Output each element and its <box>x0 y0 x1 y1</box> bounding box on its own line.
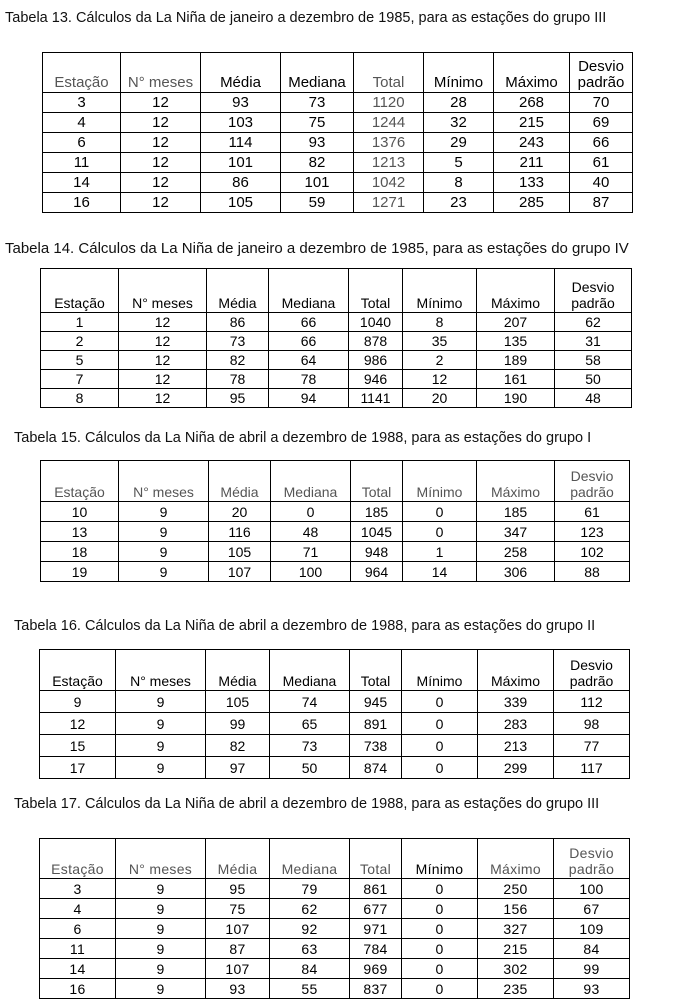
cell-estacao: 9 <box>40 691 116 713</box>
cell-mediana: 65 <box>270 713 350 735</box>
header-media: Média <box>201 53 281 93</box>
table-14-caption: Tabela 14. Cálculos da La Niña de janeiro a dezembro de 1985, para as estações do grupo IV <box>5 240 629 257</box>
cell-total: 971 <box>350 919 402 939</box>
table-body <box>40 691 630 779</box>
header-total: Total <box>354 53 424 93</box>
cell-media: 99 <box>206 713 270 735</box>
cell-total: 946 <box>349 370 403 389</box>
cell-mediana: 0 <box>271 502 351 522</box>
cell-mediana: 66 <box>269 313 349 332</box>
header-desvio-padrao <box>570 53 633 93</box>
cell-mediana: 84 <box>270 959 350 979</box>
cell-desvio-padrao: 69 <box>570 113 633 133</box>
cell-maximo: 306 <box>477 562 555 582</box>
cell-meses: 12 <box>121 153 201 173</box>
header-mediana: Mediana <box>269 269 349 313</box>
header-meses: N° meses <box>119 461 209 502</box>
cell-meses: 12 <box>121 193 201 213</box>
header-meses: N° meses <box>116 839 206 879</box>
cell-minimo: 0 <box>402 899 478 919</box>
cell-meses: 9 <box>119 542 209 562</box>
cell-total: 874 <box>350 757 402 779</box>
cell-total: 878 <box>349 332 403 351</box>
cell-maximo: 185 <box>477 502 555 522</box>
cell-minimo: 0 <box>402 879 478 899</box>
cell-maximo: 299 <box>478 757 554 779</box>
table-body <box>41 502 630 582</box>
cell-total: 1042 <box>354 173 424 193</box>
cell-media: 78 <box>207 370 269 389</box>
header-estacao: Estação <box>40 650 116 691</box>
cell-total: 1213 <box>354 153 424 173</box>
cell-desvio-padrao: 61 <box>570 153 633 173</box>
cell-media: 93 <box>206 979 270 999</box>
cell-media: 101 <box>201 153 281 173</box>
cell-media: 103 <box>201 113 281 133</box>
header-desvio-line2: padrão <box>577 74 625 91</box>
cell-media: 73 <box>207 332 269 351</box>
cell-estacao: 11 <box>43 153 121 173</box>
header-desvio-line2: padrão <box>568 861 615 877</box>
cell-mediana: 59 <box>281 193 354 213</box>
cell-desvio-padrao: 100 <box>554 879 630 899</box>
table-row <box>43 113 633 133</box>
table-row <box>41 522 630 542</box>
cell-mediana: 64 <box>269 351 349 370</box>
cell-total: 945 <box>350 691 402 713</box>
cell-meses: 12 <box>121 173 201 193</box>
cell-desvio-padrao: 109 <box>554 919 630 939</box>
cell-estacao: 19 <box>41 562 119 582</box>
cell-total: 891 <box>350 713 402 735</box>
cell-mediana: 66 <box>269 332 349 351</box>
cell-media: 82 <box>207 351 269 370</box>
table-14 <box>40 268 632 408</box>
header-mediana: Mediana <box>270 650 350 691</box>
cell-mediana: 78 <box>269 370 349 389</box>
cell-total: 964 <box>351 562 403 582</box>
cell-minimo: 0 <box>402 979 478 999</box>
cell-maximo: 268 <box>494 93 570 113</box>
table-17 <box>39 838 630 999</box>
header-desvio-line1: Desvio <box>570 468 614 484</box>
table-15-caption: Tabela 15. Cálculos da La Niña de abril a dezembro de 1988, para as estações do grupo I <box>14 430 592 446</box>
cell-desvio-padrao: 102 <box>555 542 630 562</box>
header-desvio-padrao <box>555 461 630 502</box>
cell-media: 97 <box>206 757 270 779</box>
cell-desvio-padrao: 84 <box>554 939 630 959</box>
cell-mediana: 75 <box>281 113 354 133</box>
header-desvio-padrao <box>555 269 632 313</box>
header-minimo: Mínimo <box>403 269 477 313</box>
cell-maximo: 243 <box>494 133 570 153</box>
table-16-caption: Tabela 16. Cálculos da La Niña de abril a dezembro de 1988, para as estações do grupo II <box>14 618 596 634</box>
cell-desvio-padrao: 66 <box>570 133 633 153</box>
table-17-caption: Tabela 17. Cálculos da La Niña de abril a dezembro de 1988, para as estações do grupo III <box>14 796 600 812</box>
table-row <box>41 562 630 582</box>
table-header-row <box>40 839 630 879</box>
header-total: Total <box>350 650 402 691</box>
table-row <box>43 133 633 153</box>
cell-meses: 12 <box>119 370 207 389</box>
header-desvio-line2: padrão <box>570 484 614 500</box>
cell-mediana: 73 <box>270 735 350 757</box>
header-media: Média <box>207 269 269 313</box>
cell-estacao: 11 <box>40 939 116 959</box>
cell-meses: 12 <box>119 351 207 370</box>
cell-estacao: 14 <box>40 959 116 979</box>
cell-desvio-padrao: 50 <box>555 370 632 389</box>
table-row <box>43 153 633 173</box>
cell-total: 969 <box>350 959 402 979</box>
cell-mediana: 63 <box>270 939 350 959</box>
cell-media: 105 <box>209 542 271 562</box>
cell-desvio-padrao: 99 <box>554 959 630 979</box>
table-row <box>41 370 632 389</box>
cell-media: 107 <box>209 562 271 582</box>
cell-meses: 9 <box>119 502 209 522</box>
cell-desvio-padrao: 98 <box>554 713 630 735</box>
cell-minimo: 14 <box>403 562 477 582</box>
cell-mediana: 50 <box>270 757 350 779</box>
cell-desvio-padrao: 61 <box>555 502 630 522</box>
header-meses: N° meses <box>121 53 201 93</box>
cell-mediana: 100 <box>271 562 351 582</box>
cell-estacao: 1 <box>41 313 119 332</box>
cell-maximo: 211 <box>494 153 570 173</box>
cell-media: 114 <box>201 133 281 153</box>
cell-maximo: 133 <box>494 173 570 193</box>
header-maximo: Máximo <box>478 839 554 879</box>
table-header-row <box>40 650 630 691</box>
table-16 <box>39 649 630 779</box>
cell-maximo: 283 <box>478 713 554 735</box>
cell-meses: 9 <box>119 562 209 582</box>
cell-meses: 12 <box>119 313 207 332</box>
table-row <box>40 757 630 779</box>
table-body <box>41 313 632 408</box>
cell-estacao: 6 <box>40 919 116 939</box>
cell-minimo: 5 <box>424 153 494 173</box>
table-row <box>43 93 633 113</box>
header-estacao: Estação <box>43 53 121 93</box>
cell-meses: 9 <box>116 979 206 999</box>
cell-total: 738 <box>350 735 402 757</box>
cell-maximo: 347 <box>477 522 555 542</box>
cell-minimo: 1 <box>403 542 477 562</box>
cell-total: 1045 <box>351 522 403 542</box>
cell-mediana: 93 <box>281 133 354 153</box>
cell-estacao: 2 <box>41 332 119 351</box>
header-desvio-line2: padrão <box>569 673 614 689</box>
cell-maximo: 327 <box>478 919 554 939</box>
cell-mediana: 82 <box>281 153 354 173</box>
cell-maximo: 215 <box>478 939 554 959</box>
cell-desvio-padrao: 31 <box>555 332 632 351</box>
cell-estacao: 3 <box>40 879 116 899</box>
cell-minimo: 23 <box>424 193 494 213</box>
cell-estacao: 12 <box>40 713 116 735</box>
cell-total: 1141 <box>349 389 403 408</box>
cell-total: 1376 <box>354 133 424 153</box>
table-header-row <box>41 269 632 313</box>
table-body <box>40 879 630 999</box>
cell-meses: 9 <box>116 959 206 979</box>
cell-meses: 12 <box>121 113 201 133</box>
cell-minimo: 0 <box>402 959 478 979</box>
cell-total: 1244 <box>354 113 424 133</box>
header-estacao: Estação <box>41 461 119 502</box>
cell-meses: 9 <box>116 919 206 939</box>
cell-media: 105 <box>206 691 270 713</box>
cell-maximo: 339 <box>478 691 554 713</box>
cell-meses: 9 <box>119 522 209 542</box>
header-minimo: Mínimo <box>402 650 478 691</box>
cell-desvio-padrao: 58 <box>555 351 632 370</box>
cell-meses: 12 <box>119 389 207 408</box>
header-mediana: Mediana <box>281 53 354 93</box>
cell-minimo: 32 <box>424 113 494 133</box>
cell-desvio-padrao: 88 <box>555 562 630 582</box>
cell-maximo: 285 <box>494 193 570 213</box>
table-13 <box>42 52 633 213</box>
cell-desvio-padrao: 70 <box>570 93 633 113</box>
cell-maximo: 207 <box>477 313 555 332</box>
cell-desvio-padrao: 123 <box>555 522 630 542</box>
header-desvio-line1: Desvio <box>570 657 613 673</box>
header-maximo: Máximo <box>478 650 554 691</box>
cell-minimo: 0 <box>402 691 478 713</box>
header-media: Média <box>206 839 270 879</box>
cell-maximo: 161 <box>477 370 555 389</box>
cell-desvio-padrao: 67 <box>554 899 630 919</box>
cell-meses: 9 <box>116 879 206 899</box>
header-maximo: Máximo <box>494 53 570 93</box>
table-row <box>40 919 630 939</box>
cell-media: 87 <box>206 939 270 959</box>
header-desvio-line1: Desvio <box>571 279 615 295</box>
table-row <box>40 691 630 713</box>
cell-mediana: 62 <box>270 899 350 919</box>
cell-estacao: 3 <box>43 93 121 113</box>
table-row <box>40 939 630 959</box>
cell-mediana: 79 <box>270 879 350 899</box>
cell-mediana: 73 <box>281 93 354 113</box>
cell-meses: 9 <box>116 757 206 779</box>
table-row <box>40 959 630 979</box>
header-desvio-padrao <box>554 650 630 691</box>
cell-meses: 9 <box>116 939 206 959</box>
cell-minimo: 35 <box>403 332 477 351</box>
cell-media: 107 <box>206 919 270 939</box>
header-maximo: Máximo <box>477 269 555 313</box>
header-minimo: Mínimo <box>403 461 477 502</box>
cell-maximo: 302 <box>478 959 554 979</box>
cell-meses: 12 <box>121 133 201 153</box>
cell-media: 116 <box>209 522 271 542</box>
table-row <box>40 735 630 757</box>
cell-desvio-padrao: 112 <box>554 691 630 713</box>
table-row <box>40 979 630 999</box>
cell-minimo: 8 <box>403 313 477 332</box>
cell-maximo: 189 <box>477 351 555 370</box>
cell-maximo: 250 <box>478 879 554 899</box>
cell-maximo: 156 <box>478 899 554 919</box>
cell-media: 95 <box>206 879 270 899</box>
cell-maximo: 213 <box>478 735 554 757</box>
cell-estacao: 17 <box>40 757 116 779</box>
header-media: Média <box>206 650 270 691</box>
cell-desvio-padrao: 87 <box>570 193 633 213</box>
cell-estacao: 13 <box>41 522 119 542</box>
cell-total: 185 <box>351 502 403 522</box>
table-row <box>41 502 630 522</box>
header-desvio-line1: Desvio <box>569 845 614 861</box>
cell-minimo: 0 <box>403 522 477 542</box>
cell-meses: 12 <box>121 93 201 113</box>
header-desvio-line1: Desvio <box>578 58 624 75</box>
cell-mediana: 94 <box>269 389 349 408</box>
cell-media: 107 <box>206 959 270 979</box>
table-13-caption: Tabela 13. Cálculos da La Niña de janeiro a dezembro de 1985, para as estações do grupo III <box>5 10 607 26</box>
cell-desvio-padrao: 93 <box>554 979 630 999</box>
cell-minimo: 0 <box>402 919 478 939</box>
cell-estacao: 18 <box>41 542 119 562</box>
cell-maximo: 235 <box>478 979 554 999</box>
table-row <box>43 173 633 193</box>
cell-total: 1120 <box>354 93 424 113</box>
cell-estacao: 14 <box>43 173 121 193</box>
header-meses: N° meses <box>116 650 206 691</box>
cell-minimo: 0 <box>402 713 478 735</box>
cell-estacao: 8 <box>41 389 119 408</box>
cell-estacao: 16 <box>40 979 116 999</box>
header-minimo: Mínimo <box>424 53 494 93</box>
table-row <box>41 332 632 351</box>
cell-media: 86 <box>207 313 269 332</box>
cell-mediana: 74 <box>270 691 350 713</box>
cell-estacao: 7 <box>41 370 119 389</box>
table-row <box>41 313 632 332</box>
table-header-row <box>43 53 633 93</box>
cell-desvio-padrao: 117 <box>554 757 630 779</box>
header-total: Total <box>350 839 402 879</box>
cell-estacao: 4 <box>40 899 116 919</box>
cell-media: 105 <box>201 193 281 213</box>
cell-maximo: 135 <box>477 332 555 351</box>
cell-desvio-padrao: 77 <box>554 735 630 757</box>
header-desvio-line2: padrão <box>571 295 615 311</box>
cell-estacao: 5 <box>41 351 119 370</box>
table-header-row <box>41 461 630 502</box>
cell-mediana: 55 <box>270 979 350 999</box>
cell-mediana: 92 <box>270 919 350 939</box>
cell-total: 1040 <box>349 313 403 332</box>
header-estacao: Estação <box>40 839 116 879</box>
table-body <box>43 93 633 213</box>
header-meses: N° meses <box>119 269 207 313</box>
cell-total: 986 <box>349 351 403 370</box>
cell-minimo: 0 <box>403 502 477 522</box>
table-row <box>40 879 630 899</box>
cell-minimo: 29 <box>424 133 494 153</box>
cell-meses: 9 <box>116 899 206 919</box>
header-total: Total <box>349 269 403 313</box>
cell-media: 93 <box>201 93 281 113</box>
cell-maximo: 190 <box>477 389 555 408</box>
header-media: Média <box>209 461 271 502</box>
header-mediana: Mediana <box>270 839 350 879</box>
cell-estacao: 16 <box>43 193 121 213</box>
cell-estacao: 4 <box>43 113 121 133</box>
header-maximo: Máximo <box>477 461 555 502</box>
table-15 <box>40 460 630 582</box>
cell-mediana: 71 <box>271 542 351 562</box>
cell-meses: 9 <box>116 691 206 713</box>
cell-minimo: 2 <box>403 351 477 370</box>
cell-total: 861 <box>350 879 402 899</box>
header-minimo: Mínimo <box>402 839 478 879</box>
table-row <box>40 713 630 735</box>
cell-estacao: 15 <box>40 735 116 757</box>
cell-estacao: 10 <box>41 502 119 522</box>
cell-total: 948 <box>351 542 403 562</box>
cell-minimo: 20 <box>403 389 477 408</box>
header-total: Total <box>351 461 403 502</box>
cell-mediana: 48 <box>271 522 351 542</box>
cell-total: 1271 <box>354 193 424 213</box>
cell-maximo: 215 <box>494 113 570 133</box>
cell-estacao: 6 <box>43 133 121 153</box>
table-row <box>41 389 632 408</box>
cell-total: 677 <box>350 899 402 919</box>
cell-mediana: 101 <box>281 173 354 193</box>
cell-media: 20 <box>209 502 271 522</box>
cell-media: 95 <box>207 389 269 408</box>
cell-maximo: 258 <box>477 542 555 562</box>
cell-minimo: 0 <box>402 757 478 779</box>
cell-media: 75 <box>206 899 270 919</box>
cell-minimo: 12 <box>403 370 477 389</box>
cell-minimo: 0 <box>402 939 478 959</box>
cell-media: 86 <box>201 173 281 193</box>
cell-total: 784 <box>350 939 402 959</box>
cell-total: 837 <box>350 979 402 999</box>
cell-minimo: 8 <box>424 173 494 193</box>
cell-media: 82 <box>206 735 270 757</box>
cell-meses: 12 <box>119 332 207 351</box>
header-mediana: Mediana <box>271 461 351 502</box>
header-estacao: Estação <box>41 269 119 313</box>
table-row <box>40 899 630 919</box>
table-row <box>41 351 632 370</box>
cell-desvio-padrao: 48 <box>555 389 632 408</box>
cell-meses: 9 <box>116 713 206 735</box>
cell-minimo: 28 <box>424 93 494 113</box>
cell-minimo: 0 <box>402 735 478 757</box>
cell-meses: 9 <box>116 735 206 757</box>
cell-desvio-padrao: 62 <box>555 313 632 332</box>
cell-desvio-padrao: 40 <box>570 173 633 193</box>
header-desvio-padrao <box>554 839 630 879</box>
table-row <box>43 193 633 213</box>
table-row <box>41 542 630 562</box>
